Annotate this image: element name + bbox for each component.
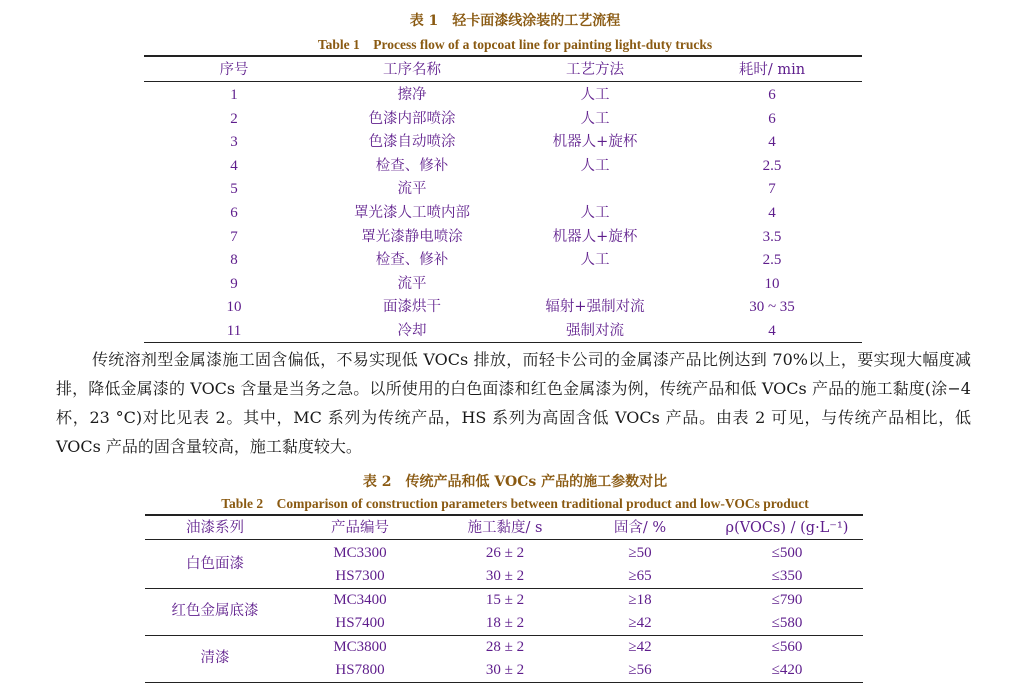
table1-cell-index: 4: [230, 157, 238, 174]
table1-caption-en: Table 1 Process flow of a topcoat line for painting light-duty trucks: [317, 37, 713, 52]
table1-cell-time: 4: [768, 134, 776, 151]
table2-series-label: 红色金属底漆: [171, 603, 259, 619]
table1-cell-step: 色漆内部喷涂: [368, 110, 456, 127]
table2-row: [0, 589, 1030, 611]
table1-cell-time: 6: [768, 87, 776, 103]
table1-row: [0, 155, 1030, 177]
table1-cell-step: 擦净: [397, 87, 427, 103]
table1-cell-time: 4: [768, 205, 776, 221]
body-paragraph-text: 传统溶剂型金属漆施工固含偏低，不易实现低 VOCs 排放，而轻卡公司的金属漆产品比例达到 70%以上，要实现大幅度减排，降低金属漆的 VOCs 含量是当务之急。以所使用的白色面漆和红色金属漆为例，传统产品和低 VOCs 产品的施工黏度(涂−4 杯，23 °C)对比见表 2。其中，MC 系列为传统产品，HS 系列为高固含低 VOCs 产品。由表 2 可见，与传统产品相比，低 VOCs 产品的固含量较高，施工黏度较大。: [56, 350, 971, 456]
table1-cell-index: 5: [230, 181, 238, 198]
table1-row: [0, 273, 1030, 295]
table1-cell-index: 10: [226, 299, 242, 316]
table2-cell-vocs: ≤500: [771, 545, 803, 561]
table1-cell-step: 面漆烘干: [383, 299, 441, 316]
table2-row: [0, 542, 1030, 564]
table1-bottom-rule: [144, 342, 862, 343]
table2-top-rule: [145, 514, 863, 516]
table1-cell-index: 1: [230, 87, 238, 103]
table2-caption-zh: 表 2 传统产品和低 VOCs 产品的施工参数对比: [362, 474, 668, 490]
table1-row: [0, 226, 1030, 248]
table1-cell-step: 流平: [397, 181, 427, 198]
table2-cell-solids: ≥42: [628, 639, 652, 655]
table1-header-row: [0, 59, 1030, 81]
table2-cell-viscosity: 18 ± 2: [485, 615, 525, 632]
table2-cell-solids: ≥65: [628, 568, 652, 585]
table1-cell-step: 检查、修补: [375, 252, 449, 269]
table1-row: [0, 108, 1030, 130]
table2-cell-vocs: ≤420: [771, 662, 803, 679]
table2-cell-product-code: MC3300: [333, 545, 387, 561]
table1-cell-time: 6: [768, 110, 776, 127]
table2-cell-product-code: MC3400: [333, 592, 387, 608]
table1-header-index: 序号: [219, 62, 249, 78]
table1-cell-method: [520, 178, 670, 200]
table1-row: [0, 202, 1030, 224]
table2-cell-vocs: ≤350: [771, 568, 803, 585]
table2-bottom-rule: [145, 682, 863, 683]
table1-row: [0, 131, 1030, 153]
table2-header-vocs: ρ(VOCs) / (g·L⁻¹): [725, 520, 849, 536]
table1-caption-zh: 表 1 轻卡面漆线涂装的工艺流程: [409, 13, 621, 29]
table2-row: [0, 636, 1030, 658]
table1-cell-step: 检查、修补: [375, 157, 449, 174]
table1-cell-time: 3.5: [762, 228, 782, 245]
table1-cell-method: [520, 273, 670, 295]
table1-row: [0, 178, 1030, 200]
table2-cell-solids: ≥18: [628, 592, 652, 608]
table1-cell-index: 9: [230, 275, 238, 292]
table1-cell-method: 辐射+强制对流: [545, 299, 645, 316]
table2-cell-vocs: ≤560: [771, 639, 803, 655]
table2-series-label: 清漆: [200, 650, 230, 666]
table1-cell-method: 人工: [580, 252, 610, 269]
table1-cell-step: 流平: [397, 275, 427, 292]
table1-cell-method: 强制对流: [566, 323, 624, 339]
table1-cell-step: 罩光漆人工喷内部: [354, 205, 470, 221]
table2-cell-vocs: ≤580: [771, 615, 803, 632]
table1-cell-time: 4: [768, 323, 776, 339]
table2-header-solids: 固含/ %: [613, 520, 667, 536]
table1-cell-time: 2.5: [762, 252, 782, 269]
table1-header-time: 耗时/ min: [738, 62, 806, 78]
table1-cell-time: 10: [764, 275, 780, 292]
table1-top-rule: [144, 55, 862, 57]
table1-cell-step: 冷却: [397, 323, 427, 339]
table2-cell-product-code: HS7400: [335, 615, 385, 632]
table2-header-viscosity: 施工黏度/ s: [467, 520, 543, 536]
table1-row: [0, 320, 1030, 342]
table1-cell-step: 色漆自动喷涂: [368, 134, 456, 151]
table1-cell-index: 11: [226, 323, 242, 339]
table1-cell-method: 人工: [580, 87, 610, 103]
table2-header-product-code: 产品编号: [331, 520, 389, 536]
table1-row: [0, 296, 1030, 318]
table2-cell-viscosity: 30 ± 2: [485, 662, 525, 679]
table2-header-rule: [145, 539, 863, 540]
table2-header-series: 油漆系列: [186, 520, 244, 536]
table1-header-method: 工艺方法: [566, 62, 624, 78]
table2-series-label: 白色面漆: [186, 556, 244, 572]
table1-cell-index: 2: [230, 110, 238, 127]
table1-header-rule: [144, 81, 862, 82]
table2-cell-viscosity: 15 ± 2: [485, 592, 525, 608]
table1-cell-method: 人工: [580, 110, 610, 127]
table2-cell-viscosity: 26 ± 2: [485, 545, 525, 561]
table2-row: [0, 659, 1030, 681]
table2-cell-product-code: MC3800: [333, 639, 387, 655]
table1-cell-method: 人工: [580, 205, 610, 221]
table2-cell-solids: ≥42: [628, 615, 652, 632]
table1-row: [0, 249, 1030, 271]
table2-caption-en: Table 2 Comparison of construction parameters between traditional product and low-VOCs product: [221, 496, 809, 511]
table1-cell-index: 3: [230, 134, 238, 151]
table2-row: [0, 565, 1030, 587]
table2-cell-viscosity: 30 ± 2: [485, 568, 525, 585]
table2-cell-viscosity: 28 ± 2: [485, 639, 525, 655]
table2-row: [0, 612, 1030, 634]
table1-cell-index: 6: [230, 205, 238, 221]
table2-cell-vocs: ≤790: [771, 592, 803, 608]
table1-cell-index: 7: [230, 228, 238, 245]
table1-row: [0, 84, 1030, 106]
table1-cell-method: 机器人+旋杯: [552, 228, 638, 245]
table2-cell-solids: ≥50: [628, 545, 652, 561]
table1-cell-step: 罩光漆静电喷涂: [361, 228, 463, 245]
table1-cell-index: 8: [230, 252, 238, 269]
table1-cell-method: 机器人+旋杯: [552, 134, 638, 151]
table2-cell-solids: ≥56: [628, 662, 652, 679]
table1-cell-time: 7: [768, 181, 776, 198]
body-paragraph: [56, 345, 971, 461]
table2-cell-product-code: HS7300: [335, 568, 385, 585]
table2-cell-product-code: HS7800: [335, 662, 385, 679]
table1-cell-method: 人工: [580, 157, 610, 174]
table2-header-row: [0, 517, 1030, 539]
table1-header-step: 工序名称: [383, 62, 441, 78]
table1-cell-time: 2.5: [762, 157, 782, 174]
table1-cell-time: 30 ~ 35: [749, 299, 795, 316]
